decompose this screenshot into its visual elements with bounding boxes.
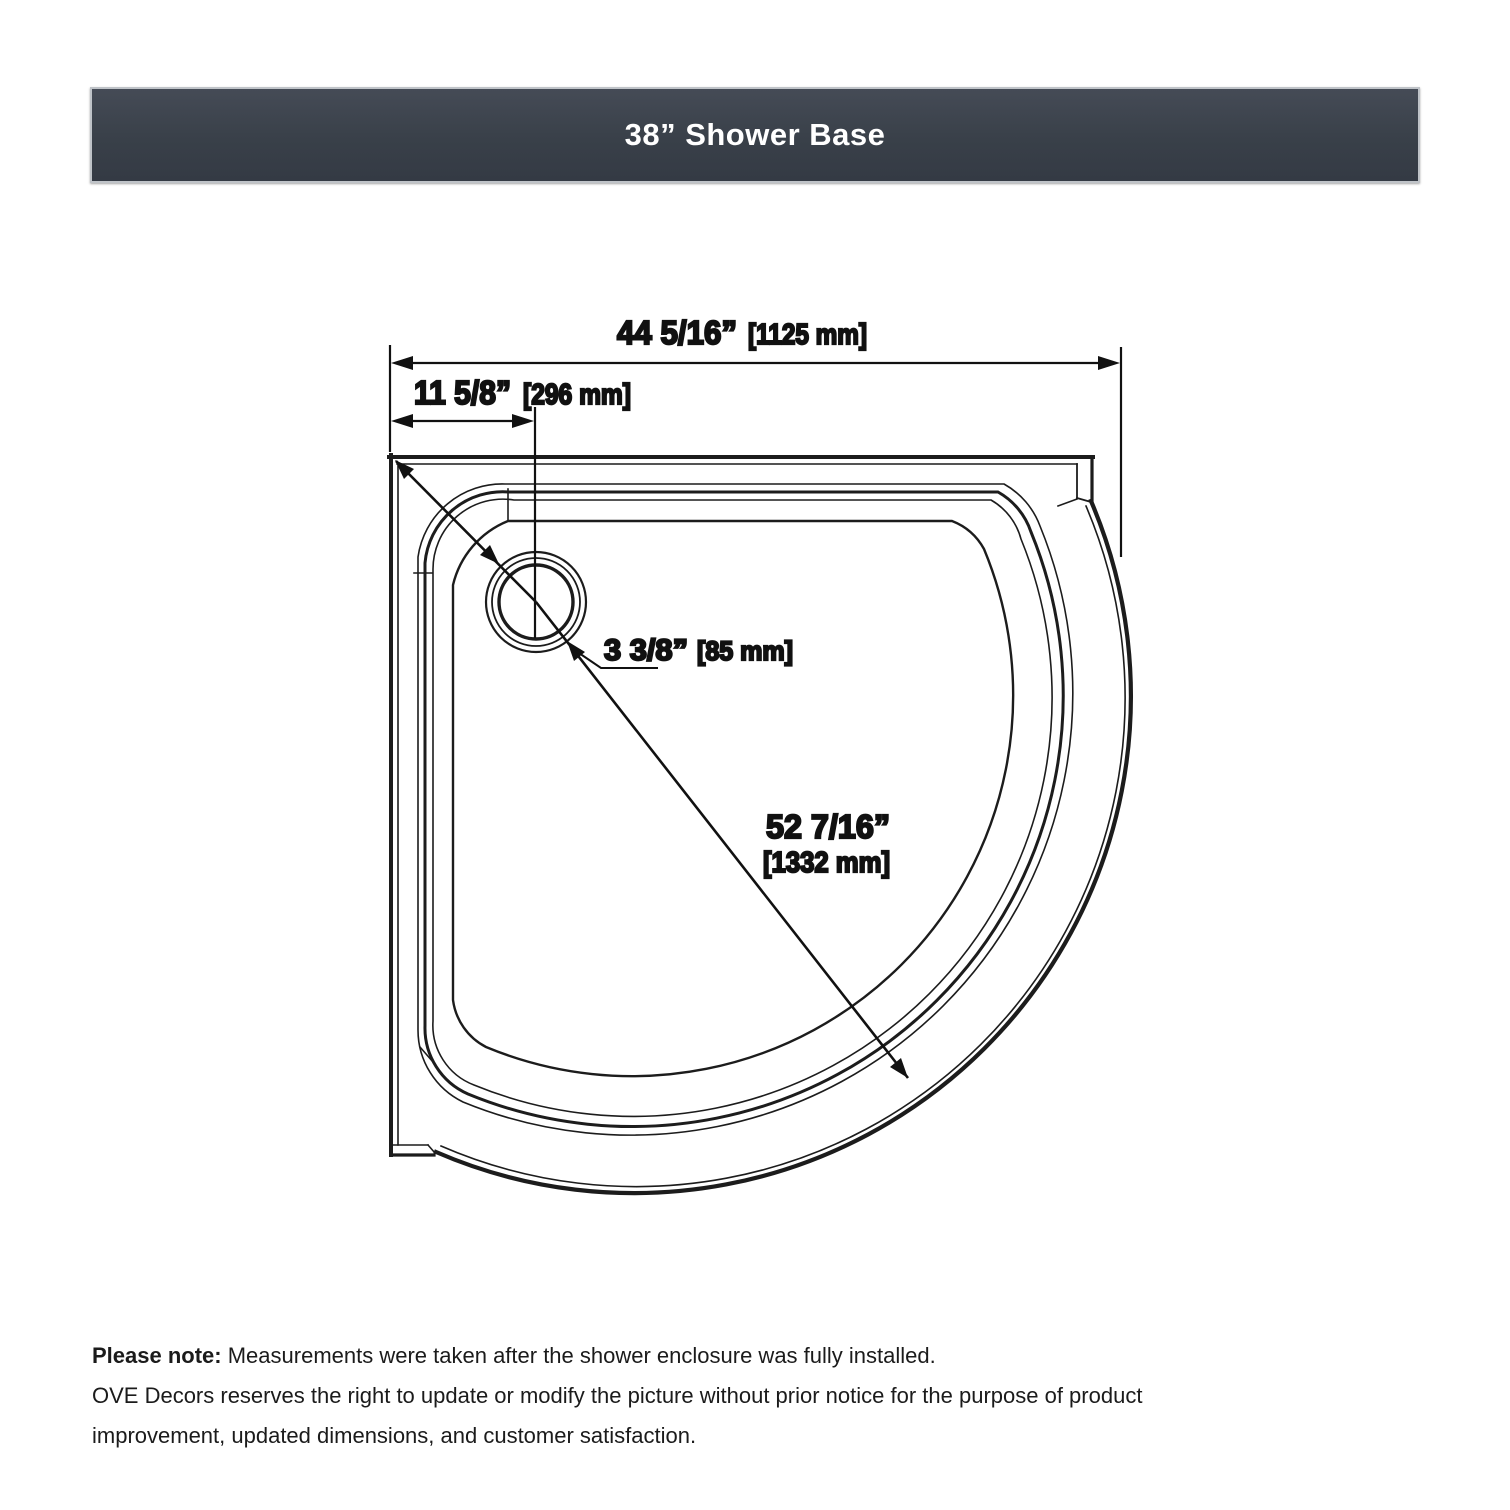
footer-note <box>92 1336 1452 1456</box>
label-diagonal-in: 52 7/16” <box>766 808 890 845</box>
note-line2: OVE Decors reserves the right to update or modify the picture without prior notice for the purpose of product <box>92 1383 1143 1408</box>
arrowhead-diagonal-arc <box>890 1058 908 1078</box>
dimension-annotations <box>390 314 1121 1078</box>
arrowhead-width-right <box>1098 356 1120 370</box>
label-drain-offset-mm: [296 mm] <box>523 379 631 411</box>
note-line3: improvement, updated dimensions, and customer satisfaction. <box>92 1423 697 1448</box>
label-overall-width-mm: [1125 mm] <box>748 319 867 351</box>
dim-line-diagonal-upper <box>396 461 536 602</box>
arrowhead-offset-right <box>512 414 534 428</box>
label-overall-width-in: 44 5/16” <box>617 314 737 351</box>
seam-top-right <box>1058 499 1077 506</box>
label-drain-offset-in: 11 5/8” <box>414 374 511 411</box>
label-drain-diameter-mm: [85 mm] <box>697 636 793 666</box>
note-label: Please note: <box>92 1343 222 1368</box>
note-line1: Measurements were taken after the shower enclosure was fully installed. <box>221 1343 936 1368</box>
label-drain-diameter-in: 3 3/8” <box>604 634 688 667</box>
label-diagonal-mm: [1332 mm] <box>763 847 890 879</box>
page-title: 38” Shower Base <box>624 117 886 152</box>
arrowhead-offset-left <box>391 414 413 428</box>
arrowhead-width-left <box>391 356 413 370</box>
